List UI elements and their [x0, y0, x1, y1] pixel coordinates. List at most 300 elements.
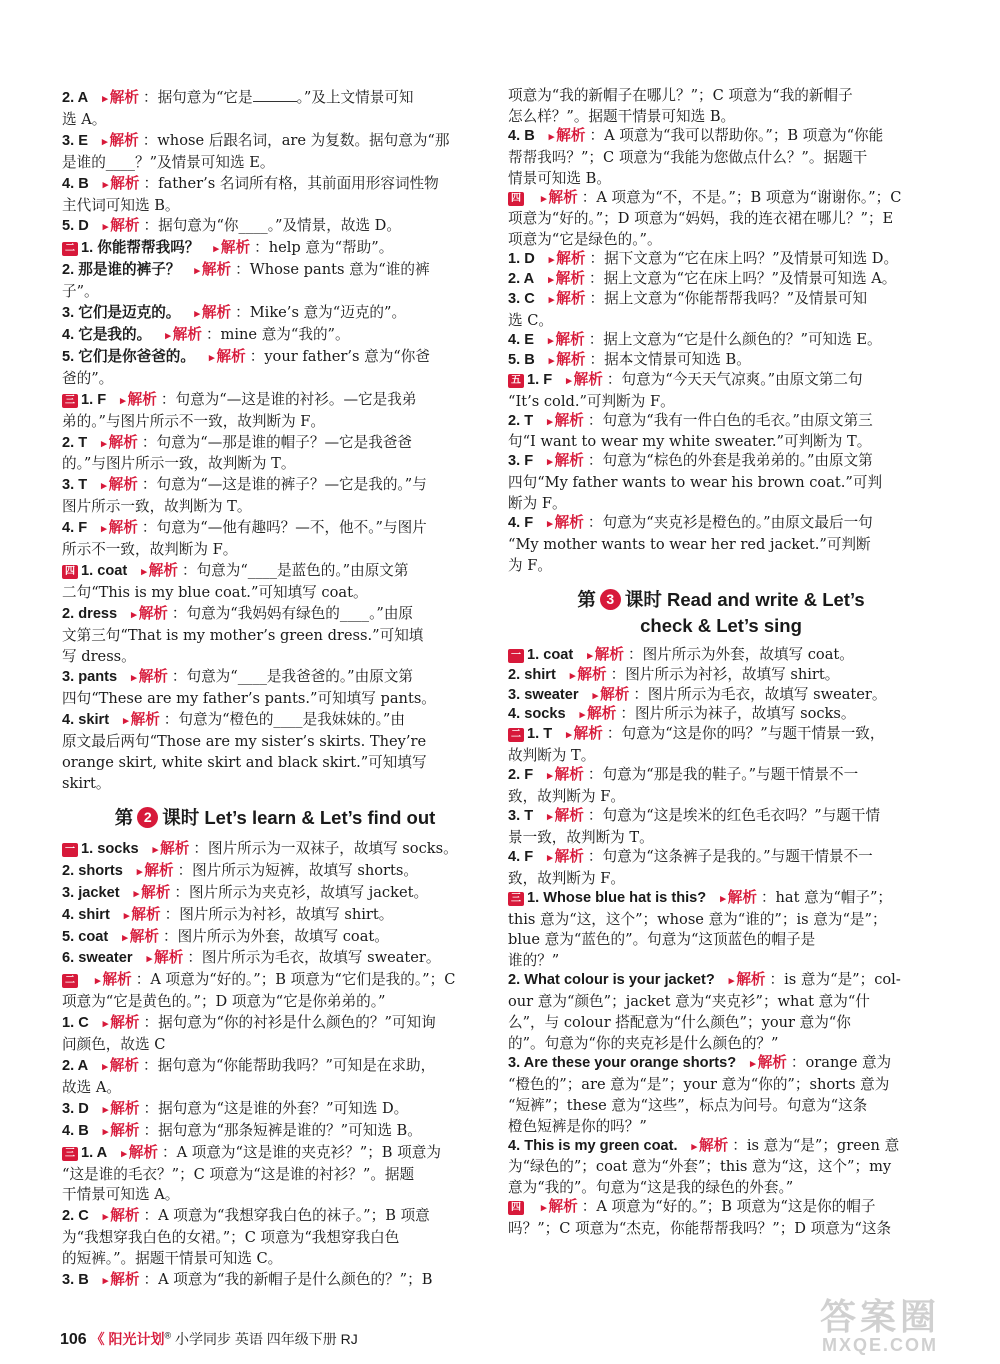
analysis-label: ▸ 解析: [549, 251, 586, 267]
answer-line-cont: 文第三句“That is my mother’s green dress.”可知填: [62, 626, 424, 644]
answer-line-cont: 断为 F。: [508, 495, 567, 513]
watermark-logo: 答案圈: [819, 1296, 940, 1337]
answer-line: [508, 765, 934, 787]
answer-number: 1. socks: [81, 840, 139, 857]
answer-item: [508, 645, 934, 667]
answer-line: [62, 216, 488, 238]
answer-line: [62, 1206, 488, 1228]
analysis-label: ▸ 解析: [102, 90, 139, 106]
answer-number: 5. B: [508, 351, 535, 368]
answer-line: [62, 667, 488, 689]
answer-line-cont: blue 意为“蓝色的”。句意为“这顶蓝色的帽子是: [508, 931, 816, 949]
fill-blank: [253, 89, 297, 102]
answer-line: [508, 126, 934, 148]
answer-item: [62, 1270, 488, 1292]
answer-line: [62, 839, 488, 861]
answer-line: [62, 1056, 488, 1078]
answer-line-cont: 所示不一致，故判断为 F。: [62, 541, 238, 559]
analysis-label: ▸ 解析: [549, 128, 586, 144]
answer-item: [62, 561, 488, 604]
answer-item: [62, 390, 488, 433]
answer-text: ：图片所示为衬衫，故填写 shirt。: [164, 905, 394, 923]
analysis-label: ▸ 解析: [103, 176, 140, 192]
answer-line: [508, 724, 934, 746]
answer-text: ：句意为“这是埃米的红色毛衣吗？”与题干情: [587, 807, 881, 824]
answer-number: 2. F: [508, 767, 534, 784]
answer-line-cont: 项意为“它是黄色的。”；D 项意为“它是你弟弟的。”: [62, 993, 386, 1011]
analysis-label: ▸ 解析: [153, 841, 190, 857]
section-badge: 二: [62, 242, 78, 256]
answer-item: [62, 88, 488, 131]
book-info: 小学同步 英语 四年级下册 RJ: [171, 1331, 358, 1347]
answer-number: 3. pants: [62, 669, 118, 686]
answer-line: [62, 88, 488, 110]
answer-line: [62, 561, 488, 583]
analysis-label: ▸ 解析: [103, 1123, 140, 1139]
analysis-label: ▸ 解析: [548, 332, 585, 348]
answer-line: [508, 704, 934, 726]
answer-item: [508, 1136, 934, 1200]
answer-item: [62, 131, 488, 174]
answer-text: ：orange 意为: [790, 1053, 892, 1071]
answer-text: 项意为“我的新帽子在哪儿？”；C 项意为“我的新帽子: [508, 87, 853, 104]
answer-text: ：据句意为“那条短裤是谁的？”可知选 B。: [143, 1121, 422, 1139]
answer-line: [508, 1197, 934, 1219]
answer-line-cont: 为 F。: [508, 556, 552, 574]
answer-number: 5. coat: [62, 928, 109, 945]
analysis-label: ▸ 解析: [566, 726, 603, 742]
answer-item: [508, 451, 934, 515]
lesson-prefix: 第: [577, 588, 596, 610]
answer-line-cont: orange skirt, white skirt and black skirt.”可知填写: [62, 754, 427, 772]
answer-line-cont: 景一致，故判断为 T。: [508, 828, 654, 846]
analysis-label: ▸ 解析: [165, 327, 202, 343]
answer-number: 3. sweater: [508, 686, 579, 703]
answer-line: [508, 86, 934, 107]
answer-number: 1. C: [62, 1015, 89, 1032]
answer-line: [62, 433, 488, 455]
section-badge: 四: [62, 565, 78, 579]
answer-text: ：A 项意为“我可以帮助你。”；B 项意为“你能: [589, 126, 884, 144]
answer-text: ：图片所示为夹克衫，故填写 jacket。: [174, 883, 429, 901]
section-badge: 三: [62, 394, 78, 408]
answer-text: ：句意为“那是我的鞋子。”与题干情景不一: [587, 766, 859, 784]
answer-text: ：your father’s 意为“你爸: [249, 347, 430, 365]
analysis-label: ▸ 解析: [548, 271, 585, 287]
answer-line-cont: this 意为“这，这个”；whose 意为“谁的”；is 意为“是”；: [508, 910, 887, 928]
answer-line-cont: 怎么样？”。据题干情景可知选 B。: [508, 107, 736, 125]
section-badge: 四: [508, 192, 524, 206]
lesson-number: 3: [600, 589, 621, 610]
answer-number: 2. T: [62, 434, 88, 451]
answer-item: [62, 174, 488, 217]
answer-text: ：句意为“棕色的外套是我弟弟的。”由原文第: [587, 452, 873, 470]
section-badge: 二: [508, 728, 524, 742]
answer-item: [62, 1056, 488, 1099]
answer-item: [62, 238, 488, 260]
answer-number: 3. T: [62, 477, 88, 494]
analysis-label: ▸ 解析: [593, 687, 630, 703]
answer-line: [62, 1013, 488, 1035]
answer-text: ：图片所示为袜子，故填写 socks。: [620, 705, 856, 723]
answer-number: 2. A: [62, 1057, 89, 1074]
lesson-prefix: 第: [114, 806, 134, 828]
section-badge: 二: [62, 974, 78, 988]
analysis-label: ▸ 解析: [209, 349, 246, 365]
answer-number: 3. 它们是迈克的。: [62, 305, 181, 322]
answer-text: ：图片所示为外套，故填写 coat。: [162, 927, 389, 945]
answer-line-cont: 写 dress。: [62, 647, 136, 665]
answer-text: ：据句意为“你能帮助我吗？”可知是在求助，: [142, 1056, 436, 1074]
answer-line-cont: “这是谁的毛衣？”；C 项意为“这是谁的衬衫？”。据题: [62, 1165, 415, 1183]
answer-line: [62, 174, 488, 196]
answer-item: [508, 86, 934, 128]
answer-item: [62, 325, 488, 347]
section-badge: 三: [62, 1147, 78, 1161]
answer-item: [62, 1121, 488, 1143]
brand-name: 阳光计划: [108, 1331, 165, 1347]
watermark: [819, 1296, 940, 1356]
answer-text: ：句意为“橙色的____是我妹妹的。”由: [163, 711, 405, 729]
answer-item: [62, 604, 488, 668]
answer-number: 2. dress: [62, 605, 118, 622]
answer-item: [508, 126, 934, 190]
analysis-label: ▸ 解析: [103, 218, 140, 234]
answer-number: 1. F: [81, 391, 107, 408]
answer-text: ：句意为“这条裤子是我的。”与题干情景不一: [587, 847, 873, 865]
answer-number: 2. T: [508, 412, 534, 429]
answer-item: [62, 347, 488, 390]
answer-item: [62, 475, 488, 518]
answer-text: ：Whose pants 意为“谁的裤: [235, 261, 430, 279]
analysis-label: ▸ 解析: [566, 372, 603, 388]
answer-item: [62, 883, 488, 905]
answer-text: ：据上文意为“它在床上吗？”及情景可知选 A。: [588, 270, 897, 288]
analysis-label: ▸ 解析: [194, 305, 231, 321]
answer-number: 2. A: [62, 90, 89, 106]
answer-text: ：is 意为“是”；col-: [769, 971, 901, 989]
analysis-label: ▸ 解析: [101, 435, 138, 451]
answer-number: 4. 它是我的。: [62, 326, 152, 343]
answer-number: 3. C: [508, 291, 535, 308]
analysis-label: ▸ 解析: [137, 863, 174, 879]
lesson-title-cont: check & Let’s sing: [640, 614, 802, 636]
answer-number: 4. B: [508, 127, 535, 144]
analysis-label: ▸ 解析: [750, 1055, 787, 1071]
answer-line: [508, 411, 934, 433]
answer-line: [62, 238, 488, 260]
section-badge: 五: [508, 374, 524, 388]
answer-line-cont: “橙色的”；are 意为“是”；your 意为“你的”；shorts 意为: [508, 1075, 890, 1093]
answer-line: [508, 806, 934, 828]
section-badge: 一: [508, 649, 524, 663]
answer-line: [508, 188, 934, 210]
answer-number: 2. What colour is your jacket?: [508, 972, 715, 989]
analysis-label: ▸ 解析: [103, 1208, 140, 1224]
analysis-label: ▸ 解析: [547, 453, 584, 469]
answer-number: 4. E: [508, 331, 534, 348]
analysis-label: ▸ 解析: [120, 392, 157, 408]
answer-item: [508, 370, 934, 413]
answer-line-cont: 选 C。: [508, 311, 553, 329]
answer-line-cont: 谁的？”: [508, 952, 560, 970]
answer-number: 1. coat: [527, 646, 574, 663]
answer-text: ：据下文意为“它在床上吗？”及情景可知选 D。: [589, 250, 899, 268]
answer-text: ：is 意为“是”；green 意: [732, 1136, 900, 1154]
answer-text: ：句意为“—这是谁的裤子？—它是我的。”与: [141, 476, 427, 494]
answer-item: [62, 970, 488, 1013]
answer-text: ：图片所示为短裤，故填写 shorts。: [177, 861, 418, 879]
answer-line: [62, 1270, 488, 1292]
analysis-label: ▸ 解析: [123, 712, 160, 728]
answer-number: 4. F: [62, 520, 88, 537]
answer-line: [62, 905, 488, 927]
answer-number: 1. coat: [81, 562, 128, 579]
answer-item: [62, 839, 488, 861]
answer-line-cont: 弟的。”与图片所示不一致，故判断为 F。: [62, 412, 326, 430]
analysis-label: ▸ 解析: [692, 1138, 729, 1154]
analysis-label: ▸ 解析: [131, 669, 168, 685]
answer-number: 1. Whose blue hat is this?: [527, 889, 707, 906]
answer-item: [508, 330, 934, 352]
analysis-label: ▸ 解析: [122, 929, 159, 945]
analysis-label: ▸ 解析: [103, 1272, 140, 1288]
analysis-label: ▸ 解析: [580, 706, 617, 722]
answer-number: 3. T: [508, 808, 534, 824]
answer-line-cont: 句“I want to wear my white sweater.”可判断为 T。: [508, 433, 872, 451]
answer-line: [508, 685, 934, 707]
answer-line: [508, 888, 934, 910]
answer-item: [508, 888, 934, 973]
answer-line-cont: 致，故判断为 F。: [508, 869, 625, 887]
answer-line-cont: 主代词可知选 B。: [62, 196, 180, 214]
answer-line-cont: 四句“My father wants to wear his brown coat.”可判: [508, 474, 883, 492]
answer-item: [62, 667, 488, 710]
answer-number: 4. F: [508, 515, 534, 532]
answer-item: [62, 948, 488, 970]
answer-text: ：A 项意为“不，不是。”；B 项意为“谢谢你。”；C: [581, 188, 902, 206]
answer-number: 4. socks: [508, 706, 566, 723]
analysis-label: ▸ 解析: [570, 667, 607, 683]
answer-line: [508, 451, 934, 473]
answer-line: [508, 330, 934, 352]
answer-number: 3. F: [508, 453, 534, 470]
answer-item: [508, 704, 934, 726]
answer-line: [62, 1099, 488, 1121]
answer-line: [508, 645, 934, 667]
analysis-label: ▸ 解析: [95, 972, 132, 988]
answer-item: [62, 260, 488, 303]
answer-line: [508, 249, 934, 271]
lesson-heading: [62, 805, 488, 831]
answer-text: ：mine 意为“我的”。: [205, 325, 350, 343]
answer-text: ：句意为“这是你的吗？”与题干情景一致，: [606, 725, 885, 743]
answer-line: [62, 518, 488, 540]
answer-line-cont: 项意为“好的。”；D 项意为“妈妈，我的连衣裙在哪儿？”；E: [508, 210, 894, 228]
answer-text: ：据上文意为“它是什么颜色的？”可知选 E。: [588, 330, 882, 348]
answer-text: ：A 项意为“我的新帽子是什么颜色的？”；B: [143, 1271, 433, 1289]
answer-item: [508, 847, 934, 890]
answer-line-cont: 四句“These are my father’s pants.”可知填写 pants。: [62, 690, 436, 708]
answer-line-cont: 致，故判断为 F。: [508, 788, 625, 806]
answer-text: ：图片所示为一双袜子，故填写 socks。: [193, 839, 458, 857]
analysis-label: ▸ 解析: [547, 413, 584, 429]
analysis-label: ▸ 解析: [103, 1101, 140, 1117]
answer-line: [62, 260, 488, 282]
registered-mark: ®: [164, 1330, 172, 1341]
answer-text: ：句意为“—他有趣吗？—不，他不。”与图片: [141, 519, 427, 537]
answer-number: 3. Are these your orange shorts?: [508, 1054, 737, 1071]
analysis-label: ▸ 解析: [547, 767, 584, 783]
answer-line-cont: 帮帮我吗？”；C 项意为“我能为您做点什么？”。据题干: [508, 148, 868, 166]
answer-line-cont: 吗？”；C 项意为“杰克，你能帮帮我吗？”；D 项意为“这条: [508, 1220, 892, 1238]
answer-number: 2. 那是谁的裤子？: [62, 262, 181, 279]
answer-number: 1. F: [527, 371, 553, 388]
lesson-heading: [508, 587, 934, 639]
answer-item: [508, 249, 934, 271]
answer-number: 4. F: [508, 848, 534, 865]
answer-text: ：句意为“我妈妈有绿色的____。”由原: [171, 604, 414, 622]
answer-number: 4. This is my green coat.: [508, 1137, 678, 1154]
answer-item: [62, 216, 488, 238]
answer-text: ：句意为“____是蓝色的。”由原文第: [181, 561, 409, 579]
answer-item: [508, 269, 934, 291]
answer-item: [508, 411, 934, 454]
answer-line-cont: 的。”与图片所示一致，故判断为 T。: [62, 455, 296, 473]
answer-item: [62, 1206, 488, 1270]
answer-line: [508, 513, 934, 535]
answer-line-cont: “短裤”；these 意为“这些”，标点为问号。句意为“这条: [508, 1096, 868, 1114]
answer-line-cont: 爸的”。: [62, 369, 114, 387]
answer-line: [508, 1136, 934, 1158]
answer-line-cont: 故选 A。: [62, 1078, 121, 1096]
answer-number: 5. D: [62, 218, 89, 235]
lesson-number: 2: [137, 807, 158, 828]
analysis-label: ▸ 解析: [102, 133, 139, 149]
analysis-label: ▸ 解析: [103, 1015, 140, 1031]
answer-line-cont: 意为“我的”。句意为“这是我的绿色的外套。”: [508, 1179, 794, 1197]
answer-text: ：据句意为“你____。”及情景，故选 D。: [143, 217, 401, 235]
analysis-label: ▸ 解析: [134, 885, 171, 901]
analysis-label: ▸ 解析: [194, 262, 231, 278]
answer-line: [508, 350, 934, 372]
answer-line: [62, 604, 488, 626]
answer-line-cont: 项意为“它是绿色的。”。: [508, 231, 662, 249]
analysis-label: ▸ 解析: [547, 808, 584, 824]
analysis-label: ▸ 解析: [121, 1145, 158, 1161]
answer-line-cont: 为“我想穿我白色的女裙。”；C 项意为“我想穿我白色: [62, 1229, 400, 1247]
answer-line-cont: 的短裤。”。据题干情景可知选 C。: [62, 1250, 283, 1268]
answer-text: ：句意为“—那是谁的帽子？—它是我爸爸: [141, 433, 413, 451]
answer-number: 3. jacket: [62, 884, 120, 901]
answer-text: 。”及上文情景可知: [296, 89, 414, 106]
answer-text: ：whose 后跟名词，are 为复数。据句意为“那: [142, 131, 450, 149]
answer-text: ：句意为“—这是谁的衬衫。—它是我弟: [160, 390, 417, 408]
answer-text: ：A 项意为“好的。”；B 项意为“这是你的帽子: [581, 1198, 876, 1216]
answer-item: [508, 806, 934, 849]
answer-line: [62, 883, 488, 905]
answer-text: ：A 项意为“这是谁的夹克衫？”；B 项意为: [161, 1143, 441, 1161]
answer-text: ：句意为“夹克衫是橙色的。”由原文最后一句: [587, 514, 873, 532]
section-badge: 三: [508, 892, 524, 906]
answer-line-cont: 故判断为 T。: [508, 747, 596, 765]
answer-item: [508, 685, 934, 707]
analysis-label: ▸ 解析: [549, 291, 586, 307]
answer-number: 3. D: [62, 1100, 89, 1117]
answer-number: 1. D: [508, 251, 535, 268]
answer-line-cont: “It’s cold.”可判断为 F。: [508, 392, 675, 410]
analysis-label: ▸ 解析: [213, 240, 250, 256]
double-arrow-icon: 《: [90, 1331, 105, 1347]
answer-text: ：Mike’s 意为“迈克的”。: [235, 304, 407, 322]
answer-number: 4. B: [62, 175, 89, 192]
left-column: [62, 88, 488, 1292]
right-column: [508, 88, 934, 1240]
watermark-url: MXQE.COM: [821, 1335, 938, 1355]
answer-line-cont: 子”。: [62, 283, 99, 301]
answer-number: 2. shirt: [508, 666, 556, 683]
answer-line: [62, 475, 488, 497]
answer-text: ：father’s 名词所有格，其前面用形容词性物: [143, 174, 439, 192]
answer-text: ：据本文情景可知选 B。: [589, 350, 751, 368]
analysis-label: ▸ 解析: [549, 352, 586, 368]
answer-item: [62, 710, 488, 795]
answer-line: [62, 131, 488, 153]
answer-line-cont: our 意为“颜色”；jacket 意为“夹克衫”；what 意为“什: [508, 993, 870, 1011]
answer-item: [62, 303, 488, 325]
answer-item: [508, 724, 934, 767]
analysis-label: ▸ 解析: [147, 950, 184, 966]
answer-number: 4. skirt: [62, 712, 110, 729]
answer-text: ：图片所示为毛衣，故填写 sweater。: [633, 685, 887, 703]
answer-line-cont: 选 A。: [62, 110, 107, 128]
answer-number: 6. sweater: [62, 950, 133, 967]
analysis-label: ▸ 解析: [720, 890, 757, 906]
answer-line: [62, 710, 488, 732]
analysis-label: ▸ 解析: [729, 972, 766, 988]
answer-text: ：据句意为“它是: [142, 89, 253, 106]
answer-number: 4. shirt: [62, 906, 110, 923]
answer-item: [62, 1143, 488, 1207]
answer-text: ：A 项意为“好的。”；B 项意为“它们是我的。”；C: [135, 971, 456, 989]
page-footer: [60, 1329, 358, 1349]
answer-line: [62, 347, 488, 369]
answer-number: 5. 它们是你爸爸的。: [62, 348, 195, 365]
answer-line-cont: 么”，与 colour 搭配意为“什么颜色”；your 意为“你: [508, 1014, 851, 1032]
answer-line-cont: “My mother wants to wear her red jacket.”可判断: [508, 535, 871, 553]
answer-item: [508, 350, 934, 372]
analysis-label: ▸ 解析: [587, 647, 624, 663]
answer-item: [508, 513, 934, 577]
answer-line: [62, 861, 488, 883]
analysis-label: ▸ 解析: [547, 849, 584, 865]
answer-line-cont: 原文最后两句“Those are my sister’s skirts. They’re: [62, 733, 427, 751]
answer-item: [508, 765, 934, 808]
answer-line: [62, 927, 488, 949]
answer-line: [508, 289, 934, 311]
analysis-label: ▸ 解析: [541, 190, 578, 206]
answer-line-cont: 情景可知选 B。: [508, 169, 611, 187]
answer-line: [508, 665, 934, 687]
answer-line: [62, 1121, 488, 1143]
section-badge: 四: [508, 1201, 524, 1215]
answer-item: [62, 905, 488, 927]
section-badge: 一: [62, 843, 78, 857]
answer-text: ：据上文意为“你能帮帮我吗？”及情景可知: [589, 290, 868, 308]
answer-line: [508, 1053, 934, 1075]
page-number: 106: [60, 1331, 87, 1348]
analysis-label: ▸ 解析: [131, 606, 168, 622]
